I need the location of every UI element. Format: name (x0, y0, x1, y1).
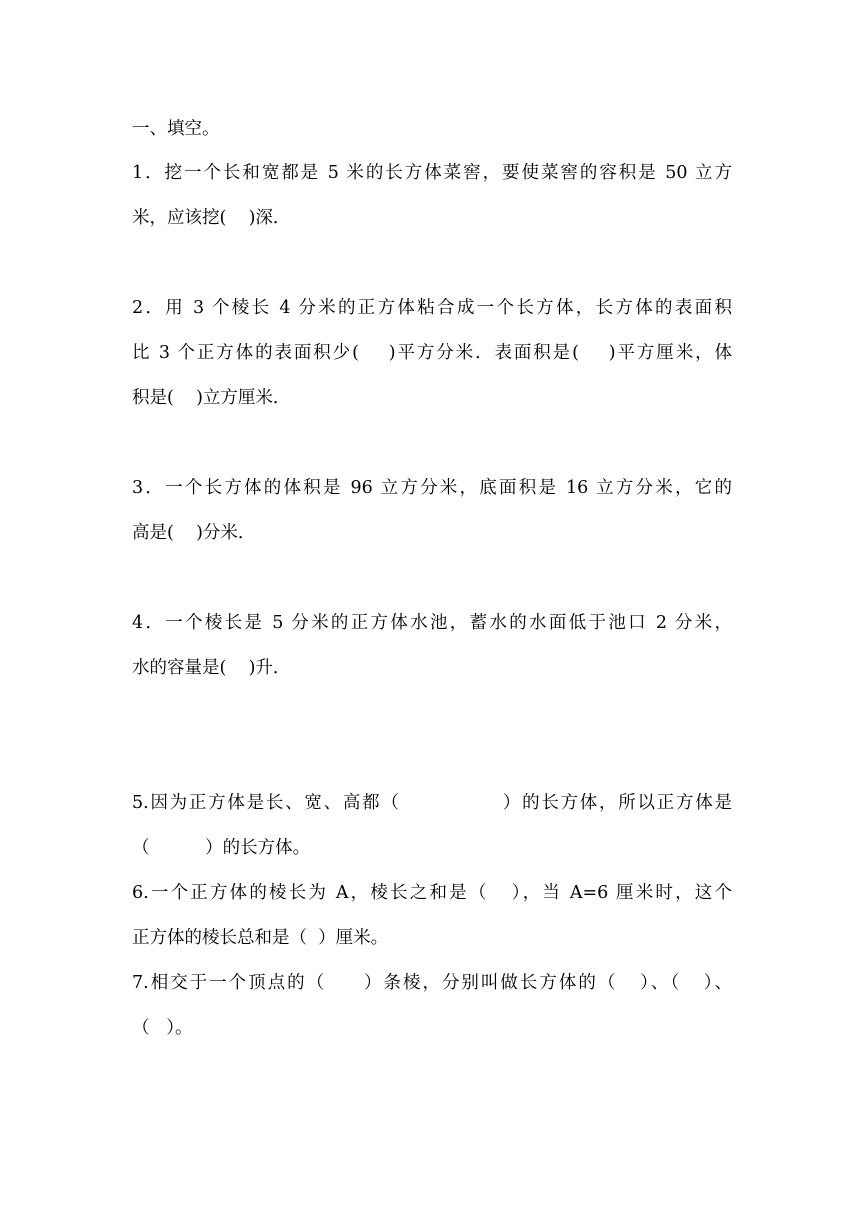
question-2-line-2: 比 3 个正方体的表面积少( )平方分米．表面积是( )平方厘米，体 (132, 343, 732, 363)
question-3-line-2: 高是( )分米． (132, 523, 256, 543)
question-1-line-1: 1．挖一个长和宽都是 5 米的长方体菜窖，要使菜窖的容积是 50 立方 (132, 163, 732, 183)
question-5-line-1: 5.因为正方体是长、宽、高都（ ）的长方体，所以正方体是 (132, 793, 732, 813)
question-4-line-1: 4．一个棱长是 5 分米的正方体水池，蓄水的水面低于池口 2 分米， (132, 613, 732, 633)
question-6-line-2: 正方体的棱长总和是（ ）厘米。 (132, 928, 389, 948)
question-1-line-2: 米，应该挖( )深． (132, 208, 291, 228)
question-2-line-3: 积是( )立方厘米． (132, 388, 291, 408)
question-7-line-2: （ ）。 (132, 1018, 193, 1038)
question-7-line-1: 7.相交于一个顶点的（ ）条棱，分别叫做长方体的（ ）、（ ）、 (132, 973, 732, 993)
question-2-line-1: 2．用 3 个棱长 4 分米的正方体粘合成一个长方体，长方体的表面积 (132, 298, 732, 318)
question-6-line-1: 6.一个正方体的棱长为 A，棱长之和是（ ），当 A=6 厘米时，这个 (132, 883, 732, 903)
section-heading: 一、填空。 (132, 119, 220, 139)
question-3-line-1: 3．一个长方体的体积是 96 立方分米，底面积是 16 立方分米，它的 (132, 478, 732, 498)
question-5-line-2: （ ）的长方体。 (132, 838, 311, 858)
question-4-line-2: 水的容量是( )升． (132, 658, 291, 678)
